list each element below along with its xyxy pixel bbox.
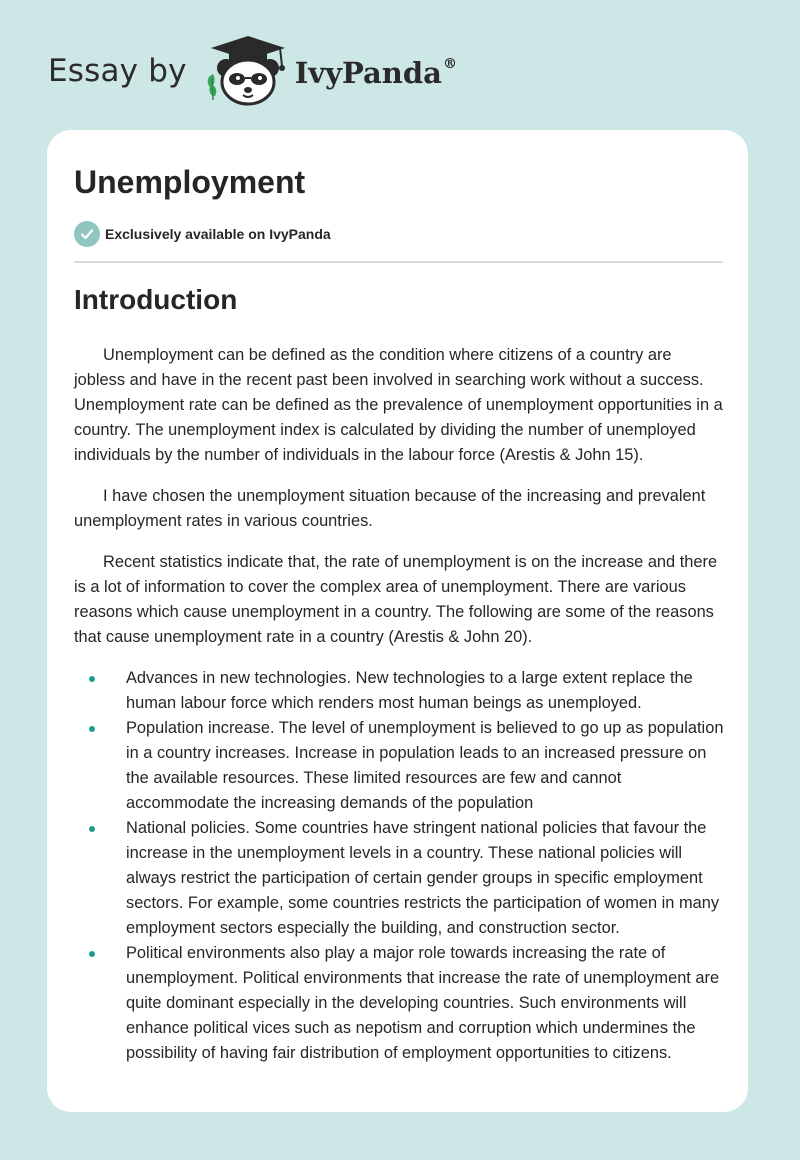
list-item-text: National policies. Some countries have stringent national policies that favour the increase in the unemployment levels in a country. These national policies will always restrict the participation of certain gender groups in specific employment sectors. For example, some countries restricts the participation of women in many employment sectors especially the building, and construction sector. — [126, 819, 720, 937]
site-header — [48, 34, 457, 108]
essay-title: Unemployment — [74, 164, 306, 200]
list-item-text: Advances in new technologies. New technologies to a large extent replace the human labour force which renders most human beings as unemployed. — [126, 669, 693, 712]
essay-by-label: Essay by — [48, 53, 187, 89]
paragraph: Recent statistics indicate that, the rate of unemployment is on the increase and there is a lot of information to cover the complex area of unemployment. There are various reasons which cause unemployment in a country. The following are some of the reasons that cause unemployment rate in a country (Arestis & John 20). — [74, 553, 718, 646]
list-item — [74, 666, 726, 716]
brand-name[interactable]: IvyPanda® — [294, 56, 457, 90]
essay-body — [74, 343, 726, 1066]
list-item-text: Population increase. The level of unemployment is believed to go up as population in a country increases. Increase in population leads to an increased pressure on the available resources. These limited resources are few and cannot accommodate the increasing demands of the population — [126, 719, 724, 812]
trademark-symbol: ® — [442, 56, 457, 73]
panda-graduation-cap-icon[interactable] — [203, 34, 293, 108]
reasons-list — [74, 666, 726, 1066]
paragraph: Unemployment can be defined as the condition where citizens of a country are jobless and have in the recent past been involved in searching work without a success. Unemployment rate can be defined as the prevalence of unemployment opportunities in a country. The unemployment index is calculated by dividing the number of unemployed individuals by the number of individuals in the labour force (Arestis & John 15). — [74, 346, 723, 464]
bullet-dot-icon — [89, 951, 95, 957]
bullet-dot-icon — [89, 726, 95, 732]
list-item — [74, 941, 726, 1066]
section-heading-introduction: Introduction — [74, 284, 238, 315]
paragraph: I have chosen the unemployment situation because of the increasing and prevalent unemployment rates in various countries. — [74, 487, 706, 530]
list-item — [74, 816, 726, 941]
essay-card — [47, 130, 748, 1112]
exclusive-badge — [74, 221, 331, 247]
list-item — [74, 716, 726, 816]
title-divider — [74, 261, 723, 263]
check-circle-icon — [74, 221, 100, 247]
bullet-dot-icon — [89, 826, 95, 832]
bullet-dot-icon — [89, 676, 95, 682]
list-item-text: Political environments also play a major role towards increasing the rate of unemployment. Political environments that increase the rate of unemployment are quite dominant especially in the developing countries. Such environments will enhance political vices such as nepotism and corruption which undermines the possibility of having fair distribution of employment opportunities to citizens. — [126, 944, 720, 1062]
exclusive-badge-label: Exclusively available on IvyPanda — [105, 226, 331, 242]
